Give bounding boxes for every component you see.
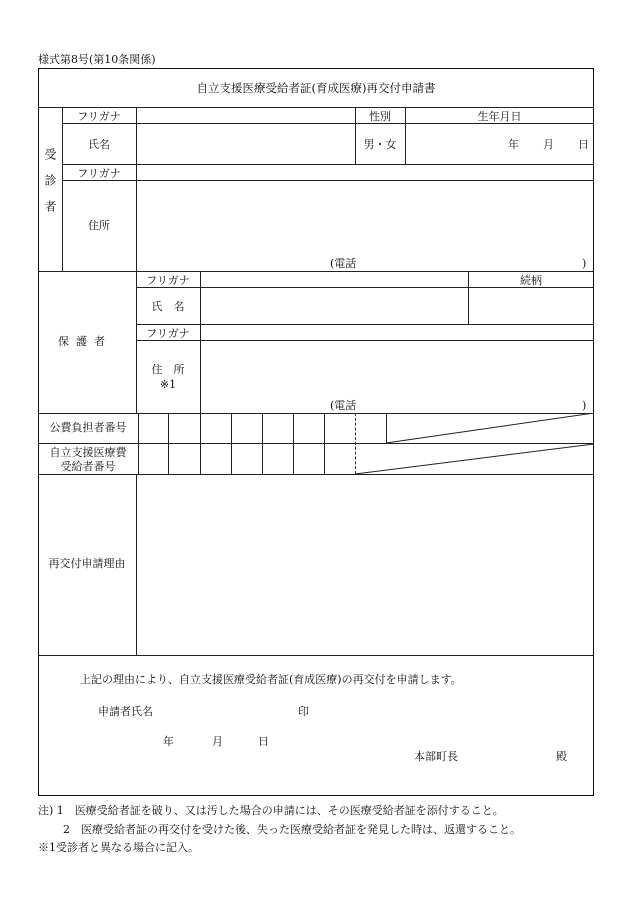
honorific: 殿: [556, 750, 567, 763]
public-payer-label: 公費負担者番号: [49, 421, 127, 434]
recipient-number-label-1: 自立支援医療費: [49, 446, 127, 459]
birth-month: 月: [543, 138, 554, 151]
patient-name-field[interactable]: [137, 124, 354, 163]
patient-phone-close: ): [582, 257, 587, 270]
patient-phone-open: (電話: [330, 257, 357, 270]
patient-furigana-label: フリガナ: [77, 110, 121, 123]
line: [136, 324, 594, 325]
guardian-furigana-label: フリガナ: [146, 274, 190, 287]
recipient-number-label-2: 受給者番号: [60, 460, 116, 473]
patient-address-field[interactable]: [137, 181, 593, 256]
line: [136, 271, 137, 413]
patient-furigana2-label: フリガナ: [77, 167, 121, 180]
line: [62, 107, 63, 271]
relationship-field[interactable]: [469, 288, 593, 323]
applicant-name-field[interactable]: [160, 700, 290, 718]
patient-name-label: 氏名: [88, 138, 110, 151]
note-1: 注) 1 医療受給者証を破り、又は汚した場合の申請には、その医療受給者証を添付すること。: [38, 804, 504, 817]
seal-mark: 印: [298, 705, 309, 718]
guardian-section-label: 保護者: [58, 335, 112, 348]
public-payer-number-field[interactable]: [139, 414, 354, 442]
reason-label: 再交付申請理由: [48, 557, 126, 570]
guardian-phone-close: ): [582, 399, 587, 412]
guardian-furigana2-label: フリガナ: [146, 327, 190, 340]
declaration-text: 上記の理由により、自立支援医療受給者証(育成医療)の再交付を申請します。: [80, 673, 462, 686]
guardian-address-note: ※1: [159, 378, 177, 391]
birthdate-label: 生年月日: [477, 110, 522, 123]
date-day: 日: [258, 735, 269, 748]
addressee: 本部町長: [414, 750, 458, 763]
note-2: 2 医療受給者証の再交付を受けた後、失った医療受給者証を発見した時は、返還すること。: [63, 823, 521, 836]
birth-year: 年: [508, 138, 519, 151]
patient-section-label: 受診者: [43, 148, 57, 226]
line: [62, 164, 594, 165]
gender-choice[interactable]: 男・女: [363, 138, 397, 151]
line: [38, 271, 594, 272]
recipient-number-field[interactable]: [139, 444, 354, 473]
guardian-name-label: 氏 名: [151, 300, 185, 313]
diagonal-strike: [354, 413, 594, 475]
note-3: ※1受診者と異なる場合に記入。: [38, 841, 199, 854]
birth-day: 日: [578, 138, 589, 151]
form-number: 様式第8号(第10条関係): [38, 53, 156, 66]
guardian-phone-open: (電話: [330, 399, 357, 412]
relationship-label: 続柄: [520, 274, 542, 287]
guardian-name-field[interactable]: [201, 288, 467, 323]
line: [38, 655, 594, 656]
patient-address-label: 住所: [88, 219, 110, 232]
patient-furigana-field[interactable]: [137, 108, 354, 122]
guardian-address-label: 住 所: [151, 363, 185, 376]
reason-field[interactable]: [137, 475, 593, 654]
applicant-label: 申請者氏名: [98, 705, 153, 718]
date-month: 月: [212, 735, 223, 748]
date-year: 年: [163, 735, 174, 748]
gender-label: 性別: [369, 110, 391, 123]
guardian-address-field[interactable]: [201, 341, 593, 397]
form-title: 自立支援医療受給者証(育成医療)再交付申請書: [196, 81, 436, 95]
